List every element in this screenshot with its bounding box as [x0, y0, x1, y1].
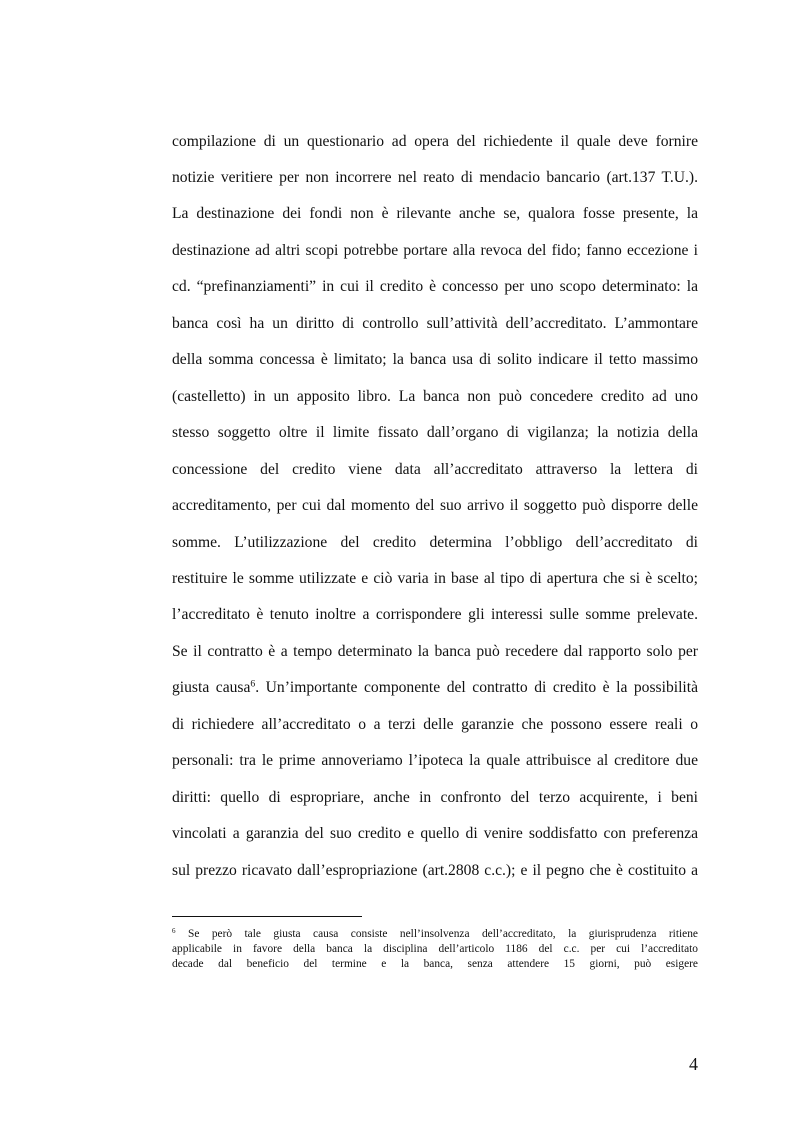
body-line: restituire le somme utilizzate e ciò varia in base al tipo di apertura che si è scelto; [172, 570, 698, 587]
footnote-reference[interactable]: 6 [250, 678, 256, 690]
body-line: diritti: quello di espropriare, anche in confronto del terzo acquirente, i beni [172, 789, 698, 806]
body-line: vincolati a garanzia del suo credito e quello di venire soddisfatto con preferenza [172, 825, 698, 842]
body-line: compilazione di un questionario ad opera del richiedente il quale deve fornire [172, 133, 698, 150]
body-line: accreditamento, per cui dal momento del suo arrivo il soggetto può disporre delle [172, 497, 698, 514]
body-line: stesso soggetto oltre il limite fissato dall’organo di vigilanza; la notizia della [172, 424, 698, 441]
body-line: destinazione ad altri scopi potrebbe portare alla revoca del fido; fanno eccezione i [172, 242, 698, 259]
body-line: di richiedere all’accreditato o a terzi delle garanzie che possono essere reali o [172, 716, 698, 733]
body-line: (castelletto) in un apposito libro. La banca non può concedere credito ad uno [172, 388, 698, 405]
footnote-number: 6 [172, 927, 176, 936]
body-line: sul prezzo ricavato dall’espropriazione (art.2808 c.c.); e il pegno che è costituito a [172, 862, 698, 879]
body-text: giusta causa [172, 679, 251, 696]
footnote-line: decade dal beneficio del termine e la banca, senza attendere 15 giorni, può esigere [172, 958, 698, 970]
footnote-line [172, 928, 698, 941]
body-line: banca così ha un diritto di controllo sull’attività dell’accreditato. L’ammontare [172, 315, 698, 332]
body-line: personali: tra le prime annoveriamo l’ipoteca la quale attribuisce al creditore due [172, 752, 698, 769]
footnote-text: Se però tale giusta causa consiste nell’insolvenza dell’accreditato, la giurisprudenza ritiene [175, 928, 698, 940]
body-line: cd. “prefinanziamenti” in cui il credito è concesso per uno scopo determinato: la [172, 278, 698, 295]
body-line: La destinazione dei fondi non è rilevante anche se, qualora fosse presente, la [172, 205, 698, 222]
page-number: 4 [689, 1054, 698, 1074]
body-line: somme. L’utilizzazione del credito determina l’obbligo dell’accreditato di [172, 534, 698, 551]
footnote-separator [172, 916, 362, 917]
body-text: . Un’importante componente del contratto di credito è la possibilità [255, 679, 698, 696]
body-line-with-footnote-ref [172, 678, 698, 698]
footnote-line: applicabile in favore della banca la disciplina dell’articolo 1186 del c.c. per cui l’accreditato [172, 943, 698, 955]
body-line: l’accreditato è tenuto inoltre a corrispondere gli interessi sulle somme prelevate. [172, 606, 698, 623]
body-line: concessione del credito viene data all’accreditato attraverso la lettera di [172, 461, 698, 478]
body-line: notizie veritiere per non incorrere nel reato di mendacio bancario (art.137 T.U.). [172, 169, 698, 186]
body-line: della somma concessa è limitato; la banca usa di solito indicare il tetto massimo [172, 351, 698, 368]
body-line: Se il contratto è a tempo determinato la banca può recedere dal rapporto solo per [172, 643, 698, 660]
